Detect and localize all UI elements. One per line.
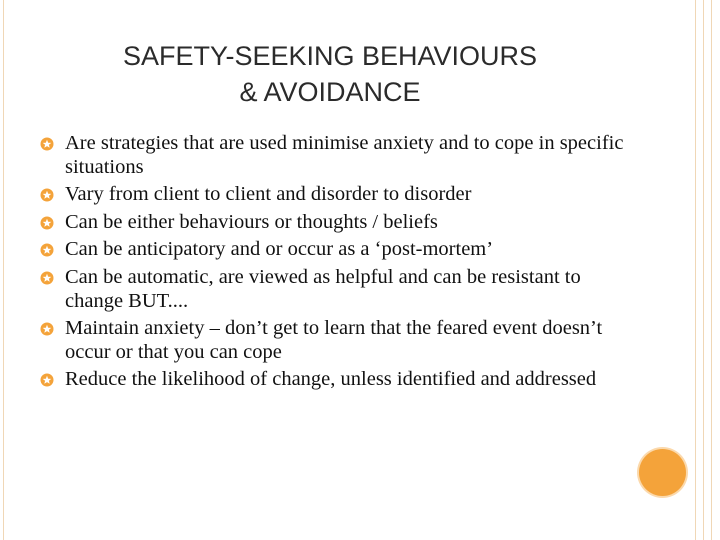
slide-title-line-1: SAFETY-SEEKING BEHAVIOURS [122, 41, 538, 71]
bullet-item [40, 210, 640, 234]
bullet-item [40, 237, 640, 261]
bullet-star-icon [40, 271, 54, 285]
bullet-text: Can be automatic, are viewed as helpful and can be resistant to change BUT.... [65, 265, 581, 312]
bullet-item [40, 367, 640, 391]
bullet-text: Are strategies that are used minimise anxiety and to cope in specific situations [65, 132, 624, 178]
bullet-item [40, 316, 640, 364]
bullet-text: Can be anticipatory and or occur as a ‘post-mortem’ [65, 238, 494, 261]
right-border-line [711, 0, 712, 540]
slide-title [0, 38, 660, 110]
bullet-star-icon [40, 373, 54, 387]
right-border-line [703, 0, 704, 540]
bullet-star-icon [40, 188, 54, 202]
bullet-star-icon [40, 137, 54, 151]
bullet-star-icon [40, 216, 54, 230]
bullet-text: Maintain anxiety – don’t get to learn that the feared event doesn’t occur or that you can cope [65, 316, 603, 363]
bullet-item [40, 265, 640, 313]
bullet-list [40, 131, 640, 395]
bullet-text: Reduce the likelihood of change, unless identified and addressed [65, 368, 597, 391]
bullet-star-icon [40, 322, 54, 336]
bullet-item [40, 182, 640, 206]
bullet-item [40, 131, 640, 179]
slide-title-line-2: & AVOIDANCE [239, 77, 421, 107]
bullet-star-icon [40, 243, 54, 257]
bullet-text: Can be either behaviours or thoughts / beliefs [65, 210, 438, 233]
bullet-text: Vary from client to client and disorder to disorder [65, 183, 472, 206]
right-border-line [695, 0, 696, 540]
orange-circle-decoration [639, 449, 686, 496]
